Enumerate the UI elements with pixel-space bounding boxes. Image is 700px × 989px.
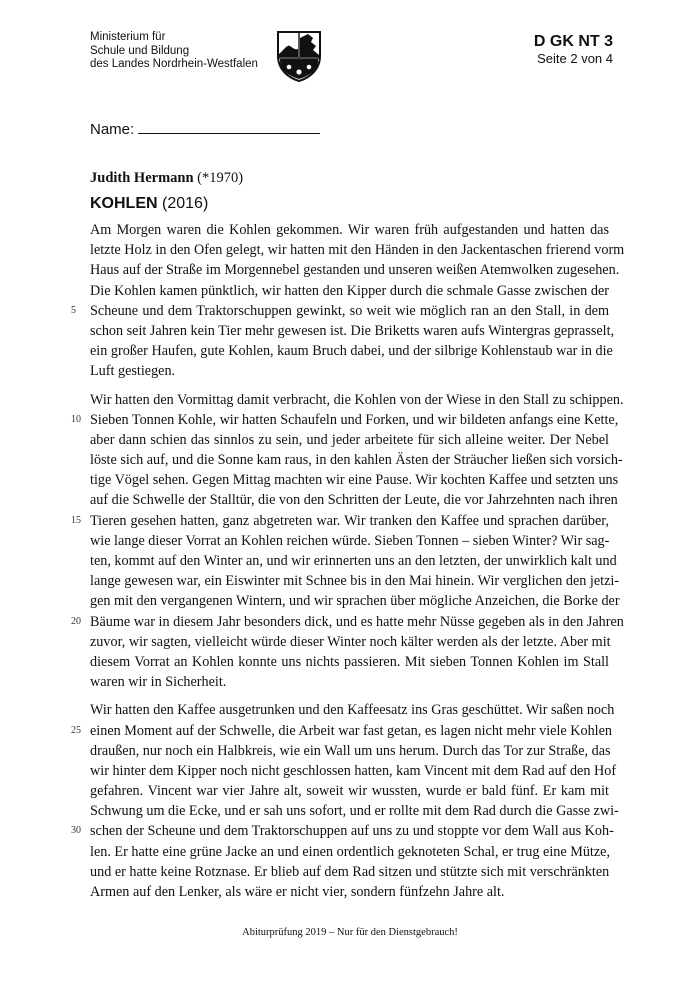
text-line: Wir hatten den Kaffee ausgetrunken und den Kaffeesatz ins Gras geschüttet. Wir saßen noch — [90, 702, 615, 719]
author-line — [90, 170, 243, 187]
page-indicator: Seite 2 von 4 — [537, 51, 613, 66]
author-name: Judith Hermann — [90, 170, 194, 186]
text-line: einen Moment auf der Schwelle, die Arbeit war fast getan, es lagen nicht mehr viele Kohlen 25 — [90, 721, 609, 741]
text-line: gefahren. Vincent war vier Jahre alt, soweit wir wussten, wurde er bald fünf. Er kam mit — [90, 783, 609, 800]
title-year: (2016) — [162, 195, 209, 212]
paragraph — [71, 390, 624, 693]
text-title — [90, 195, 208, 213]
text-line: Tieren gesehen hatten, ganz abgetreten war. Wir tranken den Kaffee und sprachen darüber, 15 — [90, 511, 609, 531]
text-line: diesem Vorrat an Kohlen konnte uns nichts passieren. Mit sieben Tonnen Kohlen im Stall — [90, 653, 609, 670]
text-line: und er hatte keine Rotznase. Er blieb auf dem Rad sitzen und stützte sich mit verschränkten — [90, 863, 610, 880]
name-blank-line — [138, 118, 320, 134]
text-line: Am Morgen waren die Kohlen gekommen. Wir waren früh aufgestanden und hatten das — [90, 222, 609, 238]
line-number: 5 — [71, 304, 76, 316]
exam-code-block — [534, 32, 613, 66]
text-line: Scheune und dem Traktorschuppen gewinkt, so weit wie möglich ran an den Stall, in dem 5 — [90, 301, 609, 321]
text-line: tige Vögel sehen. Gegen Mittag machten wir eine Pause. Wir kochten Kaffee und setzten uns — [90, 472, 619, 489]
text-line: wir hinter dem Kipper noch nicht geschlossen hatten, kam Vincent mit dem Rad auf den Hof — [90, 762, 617, 779]
ministry-line: Schule und Bildung — [90, 44, 190, 57]
story-text — [71, 220, 625, 910]
text-line: lange gewesen war, ein Eiswinter mit Schnee bis in den Mai hinein. Wir verglichen den jetzi- — [90, 573, 620, 590]
ministry-line: Ministerium für — [90, 31, 166, 43]
text-line: Luft gestiegen. — [90, 363, 176, 380]
name-label: Name: — [90, 121, 135, 138]
text-line: Bäume war in diesem Jahr besonders dick, und es hatte mehr Nüsse gegeben als in den Jahren 20 — [90, 612, 609, 632]
text-line: draußen, nur noch ein Halbkreis, wie ein Wall um uns herum. Durch das Tor zur Straße, das — [90, 742, 611, 759]
text-line: Schwung um die Ecke, und er sah uns sofort, und er rollte mit dem Rad durch die Gasse zwi- — [90, 803, 619, 820]
exam-code: D GK NT 3 — [533, 33, 613, 50]
text-line: auf die Schwelle der Stalltür, die von den Schritten der Leute, die vor Jahrzehnten nach ihren — [90, 492, 618, 509]
text-line: ein großer Haufen, gute Kohlen, kaum Bruch dabei, und der silbrige Kohlenstaub war in die — [90, 343, 613, 360]
line-number: 10 — [71, 413, 81, 425]
text-line: waren wir in Sicherheit. — [90, 674, 227, 691]
title-text: KOHLEN — [90, 195, 158, 212]
name-field — [90, 118, 320, 138]
footer-note: Abiturprüfung 2019 – Nur für den Dienstgebrauch! — [242, 927, 458, 938]
line-number: 15 — [71, 514, 81, 526]
line-number: 30 — [71, 825, 81, 837]
text-line: Sieben Tonnen Kohle, wir hatten Schaufeln und Forken, und wir bildeten anfangs eine Kette, 10 — [90, 410, 609, 430]
text-line: schen der Scheune und dem Traktorschuppen auf uns zu und stoppte vor dem Wall aus Koh- 30 — [90, 821, 609, 841]
line-number: 25 — [71, 724, 81, 736]
text-line: Armen auf den Lenker, als wäre er nicht vier, sondern fünfzehn Jahre alt. — [90, 884, 505, 900]
ministry-name — [90, 31, 258, 72]
text-line: aber dann schien das sinnlos zu sein, und jeder arbeitete für sich alleine weiter. Der Nebel — [90, 431, 609, 448]
text-line: letzte Holz in den Ofen gelegt, wir hatten mit den Händen in den Jackentaschen frierend vorm — [90, 242, 625, 259]
text-line: schon seit Jahren kein Tier mehr gewesen ist. Die Briketts waren aufs Wintergras geprasselt, — [90, 322, 615, 339]
text-line: gen mit den vergangenen Wintern, und wir sprachen über mögliche Anzeichen, die Borke der — [90, 593, 620, 610]
text-line: len. Er hatte eine grüne Jacke an und einen ordentlich geknoteten Schal, er trug eine Mütze, — [90, 843, 611, 860]
line-number: 20 — [71, 615, 81, 627]
author-born: (*1970) — [197, 170, 244, 186]
ministry-line: des Landes Nordrhein-Westfalen — [90, 58, 258, 70]
text-line: ten, kommt auf den Winter an, und wir erinnerten uns an den letzten, der unwirklich kalt und — [90, 553, 617, 569]
text-line: löste sich auf, und die Sonne kam raus, in den kahlen Ästen der Sträucher ließen sich vorsich- — [90, 452, 623, 469]
text-line: Die Kohlen kamen pünktlich, wir hatten den Kipper durch die schmale Gasse zwischen der — [90, 282, 609, 299]
text-line: zuvor, wir sagten, vielleicht würde dieser Winter noch kälter werden als der letzte. Aber mit — [90, 633, 611, 650]
text-line: Haus auf der Straße im Morgennebel gestanden und unseren weißen Atemwolken zugesehen. — [90, 262, 620, 279]
nrw-coat-of-arms-icon — [275, 30, 323, 82]
text-line: wie lange dieser Vorrat an Kohlen reichen würde. Sieben Tonnen – sieben Winter? Wir sag- — [90, 532, 610, 549]
text-line: Wir hatten den Vormittag damit verbracht, die Kohlen von der Wiese in den Stall zu schippen. — [90, 391, 624, 408]
paragraph — [71, 220, 625, 382]
paragraph — [71, 700, 619, 902]
